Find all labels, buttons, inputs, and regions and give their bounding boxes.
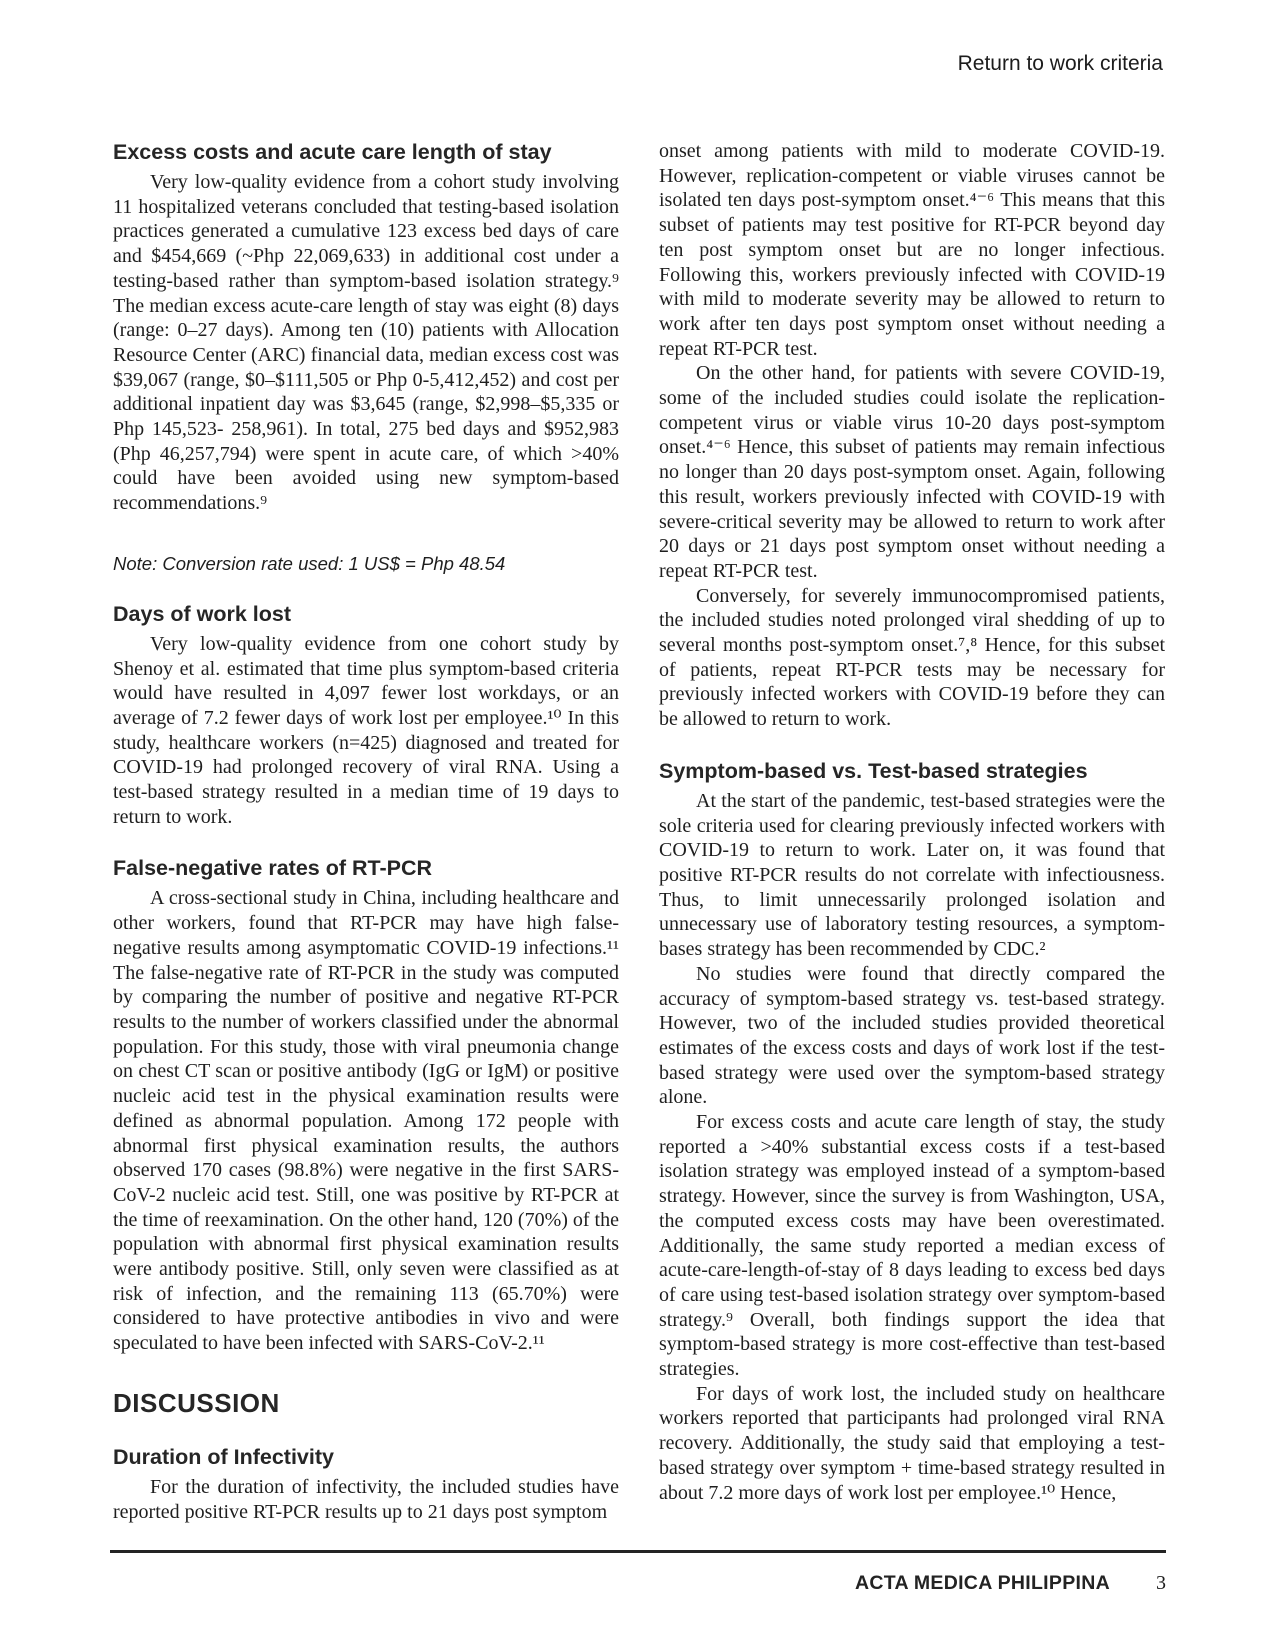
paragraph-false-negative-rates: A cross-sectional study in China, including healthcare and other workers, found that RT-PCR may have high false-negative results among asymptomatic COVID-19 infections.¹¹ The false-negative rate of RT-PCR in the study was computed by comparing the number of positive and negative RT-PCR results to the number of workers classified under the abnormal population. For this study, those with viral pneumonia change on chest CT scan or positive antibody (IgG or IgM) or positive nucleic acid test in the physical examination results were defined as abnormal population. Among 172 people with abnormal first physical examination results, the authors observed 170 cases (98.8%) were negative in the first SARS-CoV-2 nucleic acid test. Still, one was positive by RT-PCR at the time of reexamination. On the other hand, 120 (70%) of the population with abnormal first physical examination results were antibody positive. Still, only seven were classified as at risk of infection, and the remaining 113 (65.70%) were considered to have protective antibodies in vivo and were speculated to have been infected with SARS-CoV-2.¹¹	[113, 887, 619, 1355]
section-heading-duration-of-infectivity: Duration of Infectivity	[113, 1444, 334, 1469]
section-heading-excess-costs: Excess costs and acute care length of stay	[113, 140, 552, 164]
running-head: Return to work criteria	[957, 52, 1163, 75]
paragraph-no-studies: No studies were found that directly compared the accuracy of symptom-based strategy vs. test-based strategy. However, two of the included studies provided theoretical estimates of the excess costs and days of work lost if the test-based strategy were used over the symptom-based strategy alone.	[659, 962, 1165, 1109]
right-column	[659, 139, 1165, 1524]
page-content	[113, 139, 1165, 1524]
section-heading-symptom-vs-test: Symptom-based vs. Test-based strategies	[659, 758, 1088, 783]
paragraph-immunocompromised: Conversely, for severely immunocompromised patients, the included studies noted prolonged viral shedding of up to several months post-symptom onset.⁷,⁸ Hence, for this subset of patients, repeat RT-PCR tests may be necessary for previously infected workers with COVID-19 before they can be allowed to return to work.	[659, 584, 1165, 731]
section-heading-false-negative-rates: False-negative rates of RT-PCR	[113, 856, 433, 881]
paragraph-pandemic-start: At the start of the pandemic, test-based strategies were the sole criteria used for clearing previously infected workers with COVID-19 to return to work. Later on, it was found that positive RT-PCR results do not correlate with infectiousness. Thus, to limit unnecessarily prolonged isolation and unnecessary use of laboratory testing resources, a symptom-bases strategy has been recommended by CDC.²	[659, 789, 1165, 961]
discussion-heading: DISCUSSION	[113, 1387, 280, 1418]
paragraph-days-of-work-lost: Very low-quality evidence from one cohort study by Shenoy et al. estimated that time plus symptom-based criteria would have resulted in 4,097 fewer lost workdays, or an average of 7.2 fewer days of work lost per employee.¹⁰ In this study, healthcare workers (n=425) diagnosed and treated for COVID-19 had prolonged recovery of viral RNA. Using a test-based strategy resulted in a median time of 19 days to return to work.	[113, 632, 619, 828]
footer	[110, 1572, 1166, 1595]
left-column	[113, 139, 619, 1524]
paragraph-severe-covid: On the other hand, for patients with severe COVID-19, some of the included studies could isolate the replication-competent virus or viable virus 10-20 days post-symptom onset.⁴⁻⁶ Hence, this subset of patients may remain infectious no longer than 20 days post-symptom onset. Again, following this result, workers previously infected with COVID-19 with severe-critical severity may be allowed to return to work after 20 days or 21 days post symptom onset without needing a repeat RT-PCR test.	[659, 362, 1165, 582]
footer-rule	[110, 1550, 1166, 1553]
paragraph-duration-of-infectivity: For the duration of infectivity, the included studies have reported positive RT-PCR results up to 21 days post symptom	[113, 1475, 619, 1523]
page-number: 3	[1156, 1572, 1166, 1594]
conversion-rate-note: Note: Conversion rate used: 1 US$ = Php 48.54	[113, 552, 506, 574]
paragraph-duration-continuation: onset among patients with mild to moderate COVID-19. However, replication-competent or viable viruses cannot be isolated ten days post-symptom onset.⁴⁻⁶ This means that this subset of patients may test positive for RT-PCR beyond day ten post symptom onset but are no longer infectious. Following this, workers previously infected with COVID-19 with mild to moderate severity may be allowed to return to work after ten days post symptom onset without needing a repeat RT-PCR test.	[659, 140, 1165, 360]
section-heading-days-of-work-lost: Days of work lost	[113, 601, 292, 626]
journal-name: ACTA MEDICA PHILIPPINA	[854, 1572, 1110, 1594]
paragraph-excess-costs: Very low-quality evidence from a cohort study involving 11 hospitalized veterans concluded that testing-based isolation practices generated a cumulative 123 excess bed days of care and $454,669 (~Php 22,069,633) in additional cost under a testing-based rather than symptom-based isolation strategy.⁹ The median excess acute-care length of stay was eight (8) days (range: 0–27 days). Among ten (10) patients with Allocation Resource Center (ARC) financial data, median excess cost was $39,067 (range, $0–$111,505 or Php 0-5,412,452) and cost per additional inpatient day was $3,645 (range, $2,998–$5,335 or Php 145,523- 258,961). In total, 275 bed days and $952,983 (Php 46,257,794) were spent in acute care, of which >40% could have been avoided using new symptom-based recommendations.⁹	[113, 171, 619, 515]
paragraph-days-lost-discussion: For days of work lost, the included study on healthcare workers reported that participants had prolonged viral RNA recovery. Additionally, the study said that employing a test-based strategy over symptom + time-based strategy resulted in about 7.2 more days of work lost per employee.¹⁰ Hence,	[659, 1382, 1165, 1504]
paragraph-excess-costs-discussion: For excess costs and acute care length of stay, the study reported a >40% substantial excess costs if a test-based isolation strategy was employed instead of a symptom-based strategy. However, since the survey is from Washington, USA, the computed excess costs may have been overestimated. Additionally, the same study reported a median excess of acute-care-length-of-stay of 8 days leading to excess bed days of care using test-based isolation strategy over symptom-based strategy.⁹ Overall, both findings support the idea that symptom-based strategy is more cost-effective than test-based strategies.	[659, 1111, 1165, 1381]
